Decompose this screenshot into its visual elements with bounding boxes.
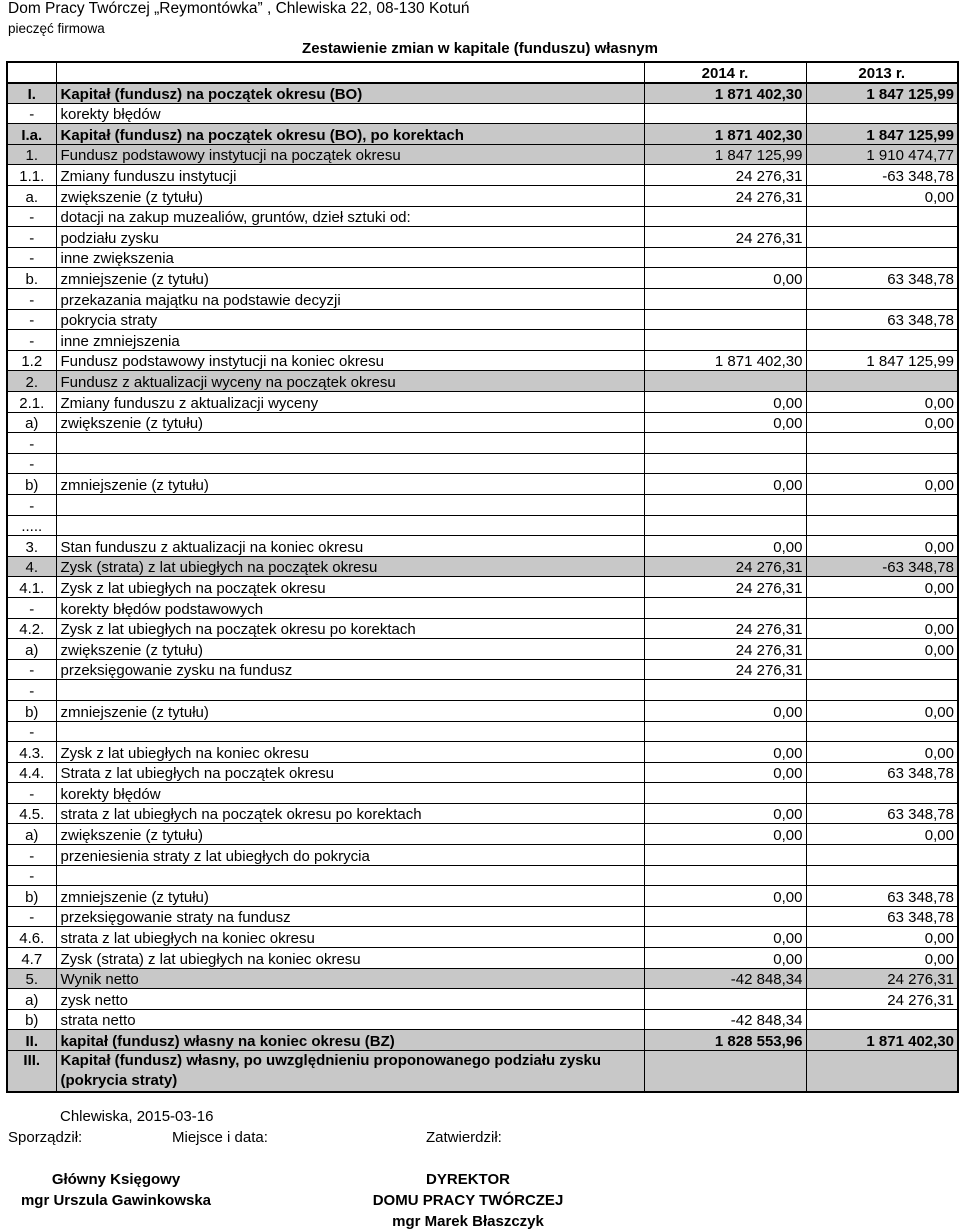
- row-value-2014-cell: [644, 783, 806, 804]
- row-number-cell: -: [7, 597, 56, 618]
- company-stamp-label: pieczęć firmowa: [8, 21, 105, 36]
- row-value-2014-cell: [644, 906, 806, 927]
- row-value-2014-cell: 24 276,31: [644, 639, 806, 660]
- table-row: [7, 577, 958, 598]
- row-description-cell: przeniesienia straty z lat ubiegłych do pokrycia: [56, 845, 644, 866]
- row-value-2014-cell: 0,00: [644, 392, 806, 413]
- row-value-2013-cell: 63 348,78: [806, 309, 958, 330]
- row-value-2013-cell: [806, 659, 958, 680]
- row-description-cell: strata z lat ubiegłych na początek okresu po korektach: [56, 803, 644, 824]
- table-row: [7, 989, 958, 1010]
- row-description-cell: [56, 680, 644, 701]
- row-value-2013-cell: 0,00: [806, 536, 958, 557]
- table-row: [7, 618, 958, 639]
- row-value-2013-cell: [806, 783, 958, 804]
- row-number-cell: I.a.: [7, 124, 56, 145]
- row-description-cell: zmniejszenie (z tytułu): [56, 886, 644, 907]
- row-value-2013-cell: [806, 453, 958, 474]
- row-value-2014-cell: [644, 371, 806, 392]
- header-no-cell: [7, 62, 56, 83]
- row-description-cell: Wynik netto: [56, 968, 644, 989]
- row-value-2014-cell: 1 871 402,30: [644, 350, 806, 371]
- row-value-2013-cell: 0,00: [806, 639, 958, 660]
- table-row: [7, 948, 958, 969]
- row-value-2013-cell: 0,00: [806, 392, 958, 413]
- row-description-cell: kapitał (fundusz) własny na koniec okresu (BZ): [56, 1030, 644, 1051]
- row-value-2013-cell: 0,00: [806, 186, 958, 207]
- row-description-cell: inne zwiększenia: [56, 247, 644, 268]
- row-description-cell: Fundusz z aktualizacji wyceny na początek okresu: [56, 371, 644, 392]
- row-value-2013-cell: 63 348,78: [806, 803, 958, 824]
- signature-name: mgr Urszula Gawinkowska: [20, 1192, 212, 1209]
- row-number-cell: 3.: [7, 536, 56, 557]
- row-number-cell: -: [7, 783, 56, 804]
- row-number-cell: -: [7, 289, 56, 310]
- row-number-cell: a): [7, 824, 56, 845]
- row-value-2014-cell: [644, 597, 806, 618]
- row-number-cell: -: [7, 309, 56, 330]
- row-description-cell: [56, 453, 644, 474]
- table-row: [7, 742, 958, 763]
- row-value-2013-cell: [806, 721, 958, 742]
- table-row: [7, 1051, 958, 1093]
- table-row: [7, 515, 958, 536]
- table-row: [7, 639, 958, 660]
- row-value-2013-cell: 0,00: [806, 927, 958, 948]
- row-description-cell: Zmiany funduszu instytucji: [56, 165, 644, 186]
- row-value-2014-cell: [644, 453, 806, 474]
- row-number-cell: II.: [7, 1030, 56, 1051]
- row-description-cell: korekty błędów podstawowych: [56, 597, 644, 618]
- row-value-2014-cell: 24 276,31: [644, 577, 806, 598]
- table-row: [7, 371, 958, 392]
- equity-changes-table: [6, 61, 959, 1093]
- row-number-cell: -: [7, 206, 56, 227]
- row-value-2014-cell: 1 871 402,30: [644, 124, 806, 145]
- row-description-cell: korekty błędów: [56, 103, 644, 124]
- row-value-2014-cell: [644, 206, 806, 227]
- row-description-cell: Strata z lat ubiegłych na początek okresu: [56, 762, 644, 783]
- table-row: [7, 824, 958, 845]
- row-number-cell: a.: [7, 186, 56, 207]
- table-row: [7, 453, 958, 474]
- row-value-2013-cell: [806, 1051, 958, 1093]
- row-value-2014-cell: [644, 845, 806, 866]
- row-value-2013-cell: 1 847 125,99: [806, 83, 958, 104]
- table-row: [7, 268, 958, 289]
- row-number-cell: III.: [7, 1051, 56, 1093]
- row-value-2014-cell: [644, 989, 806, 1010]
- signature-org: DOMU PRACY TWÓRCZEJ: [372, 1192, 564, 1209]
- table-row: [7, 474, 958, 495]
- table-row: [7, 330, 958, 351]
- row-number-cell: 4.4.: [7, 762, 56, 783]
- row-value-2014-cell: [644, 330, 806, 351]
- approved-by-label: Zatwierdził:: [426, 1129, 502, 1146]
- row-description-cell: strata netto: [56, 1009, 644, 1030]
- row-description-cell: Stan funduszu z aktualizacji na koniec okresu: [56, 536, 644, 557]
- table-row: [7, 392, 958, 413]
- row-number-cell: a): [7, 989, 56, 1010]
- row-value-2013-cell: 0,00: [806, 577, 958, 598]
- document-title: Zestawienie zmian w kapitale (funduszu) własnym: [302, 40, 658, 57]
- row-value-2013-cell: -63 348,78: [806, 165, 958, 186]
- row-number-cell: 4.7: [7, 948, 56, 969]
- row-value-2013-cell: 24 276,31: [806, 989, 958, 1010]
- row-value-2014-cell: [644, 309, 806, 330]
- table-row: [7, 309, 958, 330]
- row-value-2014-cell: [644, 289, 806, 310]
- table-row: [7, 103, 958, 124]
- row-value-2014-cell: [644, 433, 806, 454]
- row-value-2014-cell: 0,00: [644, 742, 806, 763]
- table-row: [7, 968, 958, 989]
- place-date-label: Miejsce i data:: [172, 1129, 268, 1146]
- row-value-2014-cell: 24 276,31: [644, 659, 806, 680]
- row-number-cell: 1.1.: [7, 165, 56, 186]
- row-number-cell: b): [7, 474, 56, 495]
- row-number-cell: a): [7, 412, 56, 433]
- row-value-2014-cell: [644, 494, 806, 515]
- table-row: [7, 83, 958, 104]
- row-number-cell: 4.1.: [7, 577, 56, 598]
- table-row: [7, 227, 958, 248]
- row-value-2013-cell: 0,00: [806, 474, 958, 495]
- row-number-cell: -: [7, 494, 56, 515]
- row-value-2013-cell: 63 348,78: [806, 886, 958, 907]
- row-description-cell: Zysk (strata) z lat ubiegłych na początek okresu: [56, 556, 644, 577]
- prepared-by-label: Sporządził:: [8, 1129, 83, 1146]
- row-value-2014-cell: [644, 865, 806, 886]
- row-value-2013-cell: 0,00: [806, 618, 958, 639]
- row-number-cell: -: [7, 330, 56, 351]
- table-row: [7, 803, 958, 824]
- row-value-2013-cell: [806, 515, 958, 536]
- table-row: [7, 144, 958, 165]
- table-row: [7, 206, 958, 227]
- row-description-cell: zwiększenie (z tytułu): [56, 824, 644, 845]
- table-row: [7, 721, 958, 742]
- row-value-2013-cell: 24 276,31: [806, 968, 958, 989]
- table-row: [7, 886, 958, 907]
- table-row: [7, 186, 958, 207]
- table-row: [7, 247, 958, 268]
- table-row: [7, 783, 958, 804]
- row-value-2013-cell: 1 847 125,99: [806, 350, 958, 371]
- row-description-cell: korekty błędów: [56, 783, 644, 804]
- row-number-cell: b): [7, 700, 56, 721]
- row-number-cell: -: [7, 865, 56, 886]
- row-value-2013-cell: -63 348,78: [806, 556, 958, 577]
- row-value-2013-cell: 0,00: [806, 824, 958, 845]
- row-value-2013-cell: 1 871 402,30: [806, 1030, 958, 1051]
- row-value-2013-cell: [806, 494, 958, 515]
- row-description-cell: Zysk z lat ubiegłych na koniec okresu: [56, 742, 644, 763]
- table-row: [7, 536, 958, 557]
- row-value-2014-cell: -42 848,34: [644, 968, 806, 989]
- table-row: [7, 165, 958, 186]
- row-value-2014-cell: [644, 247, 806, 268]
- row-value-2013-cell: 0,00: [806, 948, 958, 969]
- row-number-cell: -: [7, 103, 56, 124]
- row-number-cell: 1.: [7, 144, 56, 165]
- row-description-cell: Fundusz podstawowy instytucji na koniec okresu: [56, 350, 644, 371]
- row-description-cell: [56, 515, 644, 536]
- row-value-2014-cell: [644, 1051, 806, 1093]
- row-number-cell: 4.3.: [7, 742, 56, 763]
- row-value-2014-cell: 0,00: [644, 700, 806, 721]
- row-description-cell: zmniejszenie (z tytułu): [56, 700, 644, 721]
- row-value-2014-cell: 1 847 125,99: [644, 144, 806, 165]
- row-description-cell: strata z lat ubiegłych na koniec okresu: [56, 927, 644, 948]
- signature-name: mgr Marek Błaszczyk: [392, 1213, 544, 1230]
- row-description-cell: Zysk z lat ubiegłych na początek okresu po korektach: [56, 618, 644, 639]
- place-date-value: Chlewiska, 2015-03-16: [60, 1108, 214, 1125]
- row-description-cell: dotacji na zakup muzealiów, gruntów, dzieł sztuki od:: [56, 206, 644, 227]
- row-description-cell: [56, 494, 644, 515]
- row-number-cell: 4.5.: [7, 803, 56, 824]
- table-row: [7, 659, 958, 680]
- table-row: [7, 1030, 958, 1051]
- row-description-cell: zwiększenie (z tytułu): [56, 186, 644, 207]
- row-value-2013-cell: [806, 1009, 958, 1030]
- row-description-cell: zmniejszenie (z tytułu): [56, 474, 644, 495]
- row-value-2013-cell: [806, 103, 958, 124]
- signature-role: Główny Księgowy: [51, 1171, 181, 1188]
- row-description-cell: zwiększenie (z tytułu): [56, 412, 644, 433]
- header-year-2013: 2013 r.: [806, 62, 958, 83]
- row-value-2013-cell: 63 348,78: [806, 268, 958, 289]
- row-value-2014-cell: 0,00: [644, 803, 806, 824]
- row-value-2014-cell: [644, 721, 806, 742]
- row-number-cell: 4.: [7, 556, 56, 577]
- row-description-cell: zmniejszenie (z tytułu): [56, 268, 644, 289]
- row-number-cell: 1.2: [7, 350, 56, 371]
- row-number-cell: b): [7, 886, 56, 907]
- row-description-cell: Kapitał (fundusz) na początek okresu (BO): [56, 83, 644, 104]
- row-value-2014-cell: 0,00: [644, 824, 806, 845]
- row-value-2014-cell: -42 848,34: [644, 1009, 806, 1030]
- row-number-cell: -: [7, 453, 56, 474]
- row-number-cell: 5.: [7, 968, 56, 989]
- row-value-2014-cell: [644, 515, 806, 536]
- row-value-2014-cell: 1 871 402,30: [644, 83, 806, 104]
- row-value-2013-cell: [806, 206, 958, 227]
- table-row: [7, 556, 958, 577]
- row-number-cell: -: [7, 659, 56, 680]
- row-value-2013-cell: [806, 227, 958, 248]
- row-description-cell: Zysk z lat ubiegłych na początek okresu: [56, 577, 644, 598]
- row-value-2013-cell: 0,00: [806, 412, 958, 433]
- table-row: [7, 433, 958, 454]
- company-name: Dom Pracy Twórczej „Reymontówka” , Chlewiska 22, 08-130 Kotuń: [8, 0, 470, 17]
- table-row: [7, 762, 958, 783]
- row-value-2014-cell: 0,00: [644, 762, 806, 783]
- row-value-2013-cell: [806, 371, 958, 392]
- row-value-2013-cell: [806, 289, 958, 310]
- row-value-2014-cell: 0,00: [644, 268, 806, 289]
- row-value-2014-cell: 0,00: [644, 474, 806, 495]
- row-value-2013-cell: [806, 865, 958, 886]
- row-number-cell: -: [7, 845, 56, 866]
- table-row: [7, 680, 958, 701]
- row-value-2013-cell: [806, 247, 958, 268]
- table-row: [7, 845, 958, 866]
- row-value-2013-cell: 0,00: [806, 700, 958, 721]
- row-description-cell: przekazania majątku na podstawie decyzji: [56, 289, 644, 310]
- row-description-cell: [56, 433, 644, 454]
- row-value-2013-cell: [806, 330, 958, 351]
- row-value-2013-cell: [806, 845, 958, 866]
- row-value-2014-cell: 24 276,31: [644, 227, 806, 248]
- header-desc-cell: [56, 62, 644, 83]
- table-row: [7, 350, 958, 371]
- table-row: [7, 494, 958, 515]
- row-value-2014-cell: 0,00: [644, 536, 806, 557]
- row-description-cell: zwiększenie (z tytułu): [56, 639, 644, 660]
- row-value-2014-cell: 0,00: [644, 886, 806, 907]
- row-value-2014-cell: 0,00: [644, 927, 806, 948]
- signature-role: DYREKTOR: [426, 1171, 510, 1188]
- table-row: [7, 700, 958, 721]
- row-value-2014-cell: 0,00: [644, 948, 806, 969]
- table-row: [7, 865, 958, 886]
- row-number-cell: a): [7, 639, 56, 660]
- row-value-2014-cell: 24 276,31: [644, 165, 806, 186]
- row-description-cell: przeksięgowanie zysku na fundusz: [56, 659, 644, 680]
- row-number-cell: 4.6.: [7, 927, 56, 948]
- row-number-cell: -: [7, 906, 56, 927]
- row-description-cell: Kapitał (fundusz) na początek okresu (BO), po korektach: [56, 124, 644, 145]
- row-value-2014-cell: 1 828 553,96: [644, 1030, 806, 1051]
- row-value-2014-cell: 24 276,31: [644, 556, 806, 577]
- row-description-cell: zysk netto: [56, 989, 644, 1010]
- row-description-cell: pokrycia straty: [56, 309, 644, 330]
- row-value-2014-cell: [644, 680, 806, 701]
- row-number-cell: b): [7, 1009, 56, 1030]
- row-value-2013-cell: 1 910 474,77: [806, 144, 958, 165]
- row-description-cell: Zmiany funduszu z aktualizacji wyceny: [56, 392, 644, 413]
- row-number-cell: -: [7, 227, 56, 248]
- table-row: [7, 906, 958, 927]
- header-year-2014: 2014 r.: [644, 62, 806, 83]
- row-number-cell: 2.: [7, 371, 56, 392]
- row-number-cell: .....: [7, 515, 56, 536]
- table-row: [7, 597, 958, 618]
- row-value-2013-cell: 0,00: [806, 742, 958, 763]
- signature-chief-accountant: [0, 1169, 232, 1211]
- row-description-cell: inne zmniejszenia: [56, 330, 644, 351]
- row-description-cell: [56, 721, 644, 742]
- row-description-cell: przeksięgowanie straty na fundusz: [56, 906, 644, 927]
- table-row: [7, 927, 958, 948]
- table-row: [7, 412, 958, 433]
- row-value-2013-cell: [806, 680, 958, 701]
- table-header-row: [7, 62, 958, 83]
- row-number-cell: b.: [7, 268, 56, 289]
- row-number-cell: 2.1.: [7, 392, 56, 413]
- row-value-2013-cell: [806, 433, 958, 454]
- row-value-2014-cell: 0,00: [644, 412, 806, 433]
- row-description-cell: Kapitał (fundusz) własny, po uwzględnieniu proponowanego podziału zysku (pokrycia straty): [56, 1051, 644, 1093]
- row-description-cell: Fundusz podstawowy instytucji na początek okresu: [56, 144, 644, 165]
- table-row: [7, 1009, 958, 1030]
- row-number-cell: I.: [7, 83, 56, 104]
- row-value-2013-cell: 63 348,78: [806, 762, 958, 783]
- row-number-cell: -: [7, 680, 56, 701]
- row-value-2014-cell: 24 276,31: [644, 618, 806, 639]
- table-row: [7, 124, 958, 145]
- row-number-cell: -: [7, 721, 56, 742]
- signature-director: [344, 1169, 592, 1231]
- row-value-2014-cell: [644, 103, 806, 124]
- row-value-2013-cell: [806, 597, 958, 618]
- table-row: [7, 289, 958, 310]
- row-value-2013-cell: 63 348,78: [806, 906, 958, 927]
- row-description-cell: podziału zysku: [56, 227, 644, 248]
- row-description-cell: [56, 865, 644, 886]
- row-value-2013-cell: 1 847 125,99: [806, 124, 958, 145]
- row-number-cell: -: [7, 433, 56, 454]
- row-number-cell: -: [7, 247, 56, 268]
- row-description-cell: Zysk (strata) z lat ubiegłych na koniec okresu: [56, 948, 644, 969]
- row-value-2014-cell: 24 276,31: [644, 186, 806, 207]
- row-number-cell: 4.2.: [7, 618, 56, 639]
